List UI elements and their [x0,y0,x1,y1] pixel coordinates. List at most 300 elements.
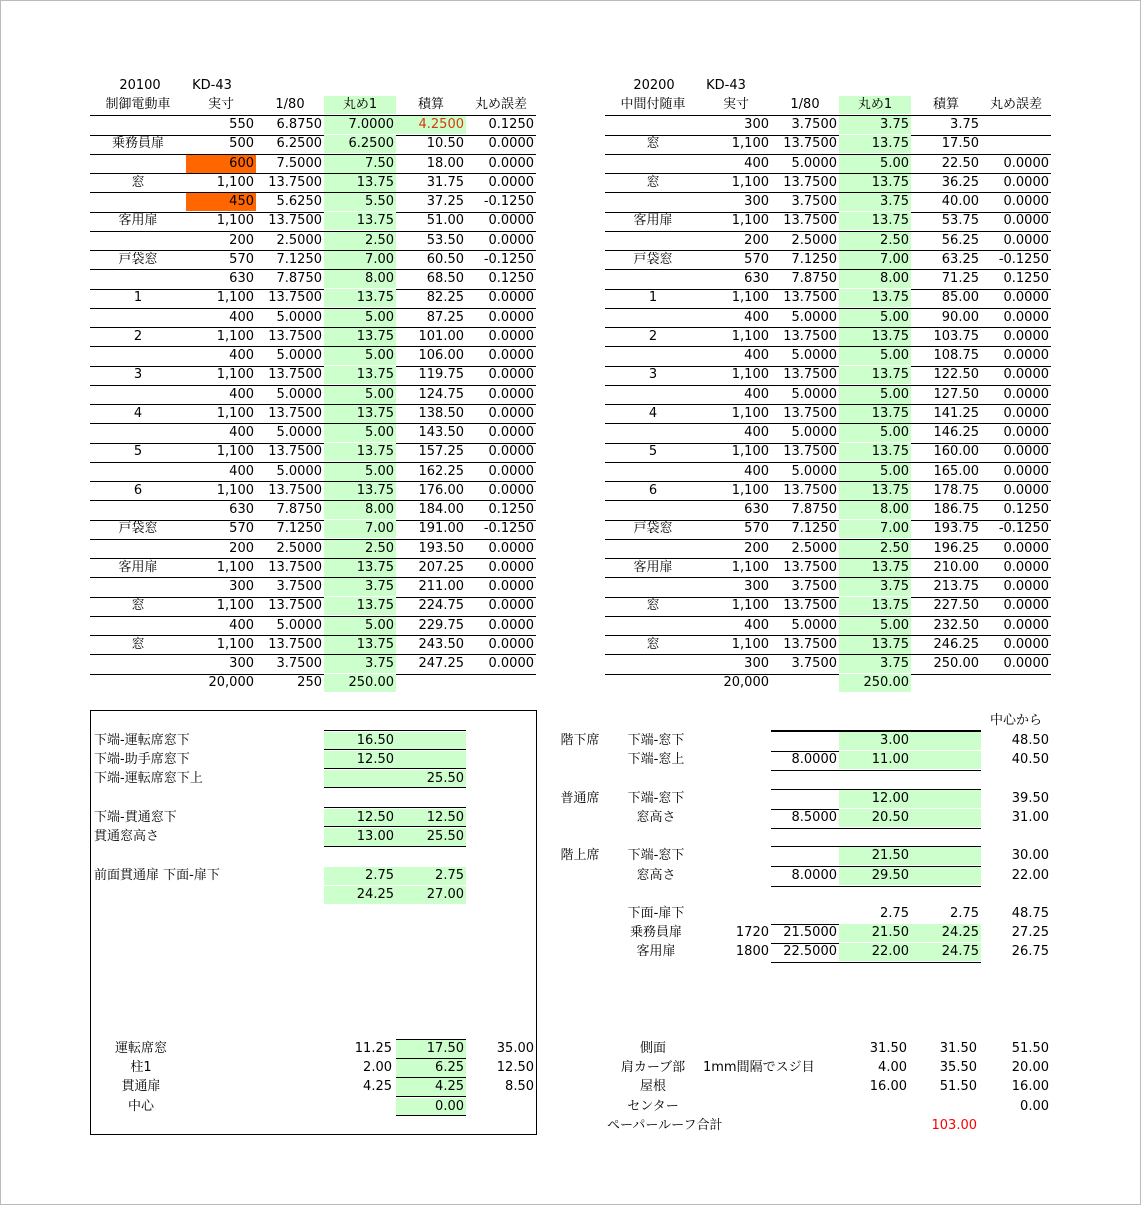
roof-value: 16.00 [869,1079,907,1094]
table-cell: 13.7500 [783,367,837,383]
table-cell: 7.5000 [276,155,322,171]
table-cell: 1,100 [216,482,254,498]
table-cell: 127.50 [933,386,979,402]
table-cell [771,732,839,750]
table-cell: 101.00 [418,328,464,344]
table-cell: 1,100 [731,598,769,614]
table-cell: 3.75 [324,655,396,673]
row-label [605,116,701,134]
table-cell: 0.0000 [488,482,534,498]
table-cell: 8.00 [839,501,911,519]
table-cell: 0.0000 [1003,636,1049,652]
table-cell: 570 [744,251,769,267]
sheet-id: 20200 [633,78,675,93]
table-cell: 13.75 [324,289,396,307]
table-cell: 0.0000 [1003,386,1049,402]
front-value: 2.00 [363,1060,392,1075]
table-cell: 400 [744,386,769,402]
table-cell: 5.00 [839,155,911,173]
table-cell: 224.75 [418,598,464,614]
table-cell: 3.7500 [791,656,837,671]
table-cell: 5.0000 [276,348,322,363]
total-cell: 20,000 [208,675,254,691]
front-value: 4.25 [363,1079,392,1094]
table-cell: 400 [744,425,769,440]
table-cell: 7.1250 [276,251,322,267]
front-value: 27.00 [396,886,466,904]
row-label [605,386,701,404]
table-cell: 2.75 [950,906,979,921]
section-label: 普通席 [560,791,600,806]
sheet-code: KD-43 [192,78,232,93]
roof-value: 51.50 [1011,1041,1049,1056]
row-border [324,749,466,750]
table-cell: 13.7500 [268,598,322,614]
table-cell: 87.25 [426,309,464,325]
row-label: 3 [133,367,143,383]
table-cell: 13.7500 [268,290,322,306]
table-cell: 6.2500 [276,136,322,152]
row-label: 戸袋窓 [633,251,673,267]
table-cell: 20.50 [839,809,911,827]
column-header: 1/80 [275,97,305,112]
row-label: 窓 [131,636,145,652]
table-cell: 0.0000 [1003,482,1049,498]
row-label [90,155,186,173]
row-label [605,540,701,558]
table-cell: 5.50 [324,193,396,211]
table-cell: 0.0000 [488,617,534,633]
table-cell: 5.0000 [791,155,837,171]
row-border [324,768,466,769]
table-cell: 400 [744,617,769,633]
row-label [605,655,701,673]
table-cell: 13.7500 [783,213,837,229]
table-cell: 13.7500 [268,482,322,498]
table-cell: 31.00 [1011,810,1049,825]
table-cell: 2.50 [839,540,911,558]
table-cell [771,847,839,865]
table-cell: 27.25 [1011,925,1049,940]
table-cell: 31.75 [426,174,464,190]
row-border [771,789,981,790]
roof-value [911,1098,979,1116]
table-cell: 3.75 [839,655,911,673]
column-header: 制御電動車 [105,97,171,112]
row-label: 下端-窓下 [627,848,685,863]
table-cell: 1,100 [731,636,769,652]
table-cell: 5.00 [839,617,911,635]
table-cell: 1,100 [731,290,769,306]
table-cell: 7.8750 [276,502,322,517]
table-cell: 400 [229,386,254,402]
table-cell: 400 [744,463,769,479]
table-cell: 500 [229,136,254,152]
table-cell: 1720 [735,925,769,940]
total-cell: 250.00 [324,674,396,692]
front-value [324,770,396,788]
row-border [324,826,466,827]
table-cell: 0.0000 [488,348,534,363]
table-cell: 0.0000 [1003,290,1049,306]
table-cell: 0.0000 [488,155,534,171]
section-label: 階上席 [560,848,600,863]
table-cell: 3.7500 [791,117,837,132]
column-header: 1/80 [790,97,820,112]
column-header: 丸め1 [324,96,396,114]
roof-value: 0.00 [1020,1099,1049,1114]
column-header: 実寸 [207,97,234,112]
table-cell: 8.00 [324,270,396,288]
table-cell: 1,100 [731,559,769,575]
table-cell [911,790,981,808]
table-cell [911,847,981,865]
table-cell: 40.50 [1011,752,1049,767]
front-value: 35.00 [496,1041,534,1056]
table-cell: 13.75 [839,289,911,307]
row-label: 5 [133,444,143,460]
table-cell: 7.00 [324,251,396,269]
table-cell: 1,100 [216,636,254,652]
table-cell: 106.00 [418,348,464,363]
table-cell: 0.0000 [488,309,534,325]
table-cell: 0.0000 [488,540,534,556]
front-value: 12.50 [396,809,466,827]
table-cell: 0.0000 [1003,213,1049,229]
table-cell: 48.75 [1011,906,1049,921]
row-border [771,962,981,963]
table-cell: 0.0000 [1003,444,1049,460]
front-value: 12.50 [324,809,396,827]
row-label [90,578,186,596]
table-cell: 1,100 [216,328,254,344]
table-cell: 0.1250 [1003,502,1049,517]
table-cell [701,847,771,865]
row-label: 4 [133,405,143,421]
table-cell: 157.25 [418,444,464,460]
table-cell: 13.7500 [783,636,837,652]
table-cell: 13.7500 [783,136,837,152]
table-cell: 5.00 [839,347,911,365]
row-label [605,463,701,481]
table-cell: 4.2500 [396,116,466,134]
table-cell: 13.75 [839,443,911,461]
table-cell: 3.75 [324,578,396,596]
table-cell: 7.00 [324,520,396,538]
table-cell: 300 [744,656,769,671]
table-cell: 0.1250 [488,502,534,517]
table-cell: 184.00 [418,502,464,517]
row-label: 窓 [646,174,660,190]
table-cell: 200 [229,232,254,248]
front-label: 柱1 [130,1060,152,1075]
row-border [396,1039,466,1040]
table-cell: 400 [229,617,254,633]
row-label: 窓 [131,598,145,614]
table-cell: 1,100 [731,136,769,152]
table-cell [701,809,771,827]
table-cell: 400 [744,348,769,363]
table-cell: 141.25 [933,405,979,421]
row-label: 客用扉 [633,559,673,575]
table-cell: 90.00 [941,309,979,325]
table-cell: 36.25 [941,174,979,190]
front-value: 4.25 [396,1078,466,1096]
table-cell: 2.50 [324,232,396,250]
row-label [90,347,186,365]
table-cell: 0.0000 [488,559,534,575]
row-label: 戸袋窓 [633,521,673,537]
table-cell: 0.0000 [488,425,534,440]
table-cell: 6.2500 [324,135,396,153]
front-value [396,732,466,750]
total-cell: 20,000 [723,675,769,691]
front-label: 貫通扉 [121,1079,161,1094]
row-label [605,309,701,327]
table-cell: 630 [229,502,254,517]
total-cell: 250 [297,675,322,691]
table-cell: 5.00 [324,309,396,327]
table-cell: 200 [744,232,769,248]
row-border [324,846,466,847]
table-cell: 1,100 [216,405,254,421]
table-cell: 0.0000 [1003,367,1049,383]
front-label: 下端-貫通窓下 [94,810,177,825]
table-cell: 13.7500 [783,444,837,460]
front-value: 17.50 [396,1040,466,1058]
roof-total-value: 103.00 [931,1118,977,1133]
table-cell: 11.00 [839,751,911,769]
table-cell: 0.0000 [488,136,534,152]
table-cell: 13.7500 [268,559,322,575]
table-cell: 600 [186,155,256,173]
table-cell: 2.5000 [276,232,322,248]
row-border [605,674,1051,675]
table-cell [701,867,771,885]
table-cell: 400 [229,309,254,325]
row-label: 戸袋窓 [118,251,158,267]
table-cell: 13.75 [839,405,911,423]
table-cell: 13.7500 [268,328,322,344]
table-cell: 17.50 [941,136,979,152]
table-cell: 146.25 [933,425,979,440]
row-label [605,193,701,211]
roof-value [839,1098,909,1116]
table-cell: 7.1250 [276,521,322,537]
table-cell: 3.7500 [791,194,837,209]
roof-value: 4.00 [878,1060,907,1075]
table-cell: 0.0000 [1003,309,1049,325]
front-label: 前面貫通扉 下面-扉下 [94,868,220,883]
table-cell: 5.0000 [791,348,837,363]
row-label: 乗務員扉 [629,925,682,940]
table-cell: -0.1250 [483,521,534,537]
table-cell: 56.25 [941,232,979,248]
table-cell: 0.0000 [488,405,534,421]
table-cell: 1,100 [216,367,254,383]
table-cell: 13.75 [839,597,911,615]
table-cell: 5.00 [324,463,396,481]
table-cell: 13.75 [839,212,911,230]
table-cell: 13.7500 [268,367,322,383]
table-cell: 1,100 [216,559,254,575]
column-header: 実寸 [722,97,749,112]
table-cell: 1,100 [731,328,769,344]
table-cell: 5.0000 [791,309,837,325]
table-cell [701,732,771,750]
row-label [90,463,186,481]
table-cell: 1,100 [731,405,769,421]
table-cell: 5.00 [839,386,911,404]
row-label [90,424,186,442]
roof-label: 側面 [639,1041,666,1056]
table-cell: 5.00 [324,347,396,365]
table-cell: -0.1250 [483,194,534,209]
table-cell: 200 [229,540,254,556]
table-cell: 10.50 [426,136,464,152]
table-cell: 5.0000 [276,617,322,633]
table-cell: 21.50 [839,924,911,942]
table-cell: 22.5000 [783,944,837,959]
table-cell [911,809,981,827]
table-cell: 0.1250 [488,271,534,286]
row-label: 窓高さ [636,868,676,883]
row-label [605,232,701,250]
table-cell: 0.0000 [1003,559,1049,575]
table-cell: 450 [186,193,256,211]
table-cell: 13.75 [324,405,396,423]
table-cell: 0.0000 [1003,540,1049,556]
column-header: 丸め1 [839,96,911,114]
row-label [90,116,186,134]
column-header: 丸め誤差 [474,97,527,112]
table-cell: 22.00 [839,943,911,961]
table-cell: 186.75 [933,502,979,517]
row-border [396,1115,466,1116]
table-cell: 2.5000 [276,540,322,556]
front-value: 16.50 [324,732,396,750]
table-cell: 5.00 [839,463,911,481]
table-cell: 162.25 [418,463,464,479]
table-cell: 1,100 [216,598,254,614]
table-cell: 5.0000 [791,617,837,633]
table-cell: 0.0000 [1003,617,1049,633]
table-cell: 0.0000 [488,463,534,479]
row-border [771,846,981,847]
table-cell: 7.1250 [791,521,837,537]
table-cell: 2.5000 [791,232,837,248]
table-cell: 196.25 [933,540,979,556]
row-label [90,540,186,558]
row-label: 客用扉 [633,213,673,229]
table-cell: 232.50 [933,617,979,633]
row-label [605,270,701,288]
table-cell: 13.7500 [268,636,322,652]
table-cell: 210.00 [933,559,979,575]
table-cell: 0.0000 [1003,405,1049,421]
roof-label: センター [627,1099,679,1114]
table-cell: 13.7500 [783,328,837,344]
table-cell: 1,100 [216,290,254,306]
table-cell: 13.7500 [268,174,322,190]
table-cell: 0.0000 [488,579,534,594]
front-value [396,751,466,769]
row-border [771,828,981,829]
roof-total-label: ペーパールーフ合計 [607,1118,723,1133]
column-header: 積算 [417,97,444,112]
table-cell: 0.0000 [488,598,534,614]
table-cell: 1,100 [216,213,254,229]
row-label: 下端-窓上 [627,752,685,767]
table-cell: 3.75 [839,116,911,134]
table-cell: 40.00 [941,194,979,209]
table-cell: 13.75 [324,212,396,230]
table-cell: 122.50 [933,367,979,383]
front-value: 6.25 [396,1059,466,1077]
table-cell: 7.8750 [791,271,837,286]
row-label: 下面-扉下 [627,906,685,921]
row-label [90,655,186,673]
section-label: 階下席 [560,733,600,748]
front-label: 下端-運転席窓下上 [94,771,203,786]
row-label: 2 [648,328,658,344]
row-border [771,731,981,732]
table-cell: 3.75 [839,193,911,211]
front-value: 25.50 [396,770,466,788]
table-cell: 108.75 [933,348,979,363]
table-cell: 0.0000 [488,174,534,190]
table-cell: 0.0000 [488,636,534,652]
table-cell: 1800 [735,944,769,959]
table-cell: 570 [229,521,254,537]
table-cell: -0.1250 [483,251,534,267]
table-cell: 247.25 [418,656,464,671]
table-cell: 5.0000 [791,386,837,402]
sheet-code: KD-43 [706,78,746,93]
front-value: 12.50 [496,1060,534,1075]
row-label: 窓 [646,136,660,152]
front-value: 8.50 [505,1079,534,1094]
table-cell: 53.75 [941,213,979,229]
front-value [324,1098,394,1116]
table-cell: 12.00 [839,790,911,808]
table-cell: 13.75 [324,559,396,577]
table-cell: 207.25 [418,559,464,575]
table-cell: 0.1250 [488,117,534,132]
table-cell: 13.7500 [783,174,837,190]
table-cell: 0.0000 [488,213,534,229]
front-value: 13.00 [324,828,396,846]
table-cell: 13.75 [324,443,396,461]
table-cell: 213.75 [933,579,979,594]
table-cell: 13.7500 [783,290,837,306]
row-label [90,386,186,404]
table-cell [771,905,839,923]
table-cell: 8.0000 [791,868,837,883]
table-cell [701,751,771,769]
table-cell: 21.5000 [783,925,837,940]
row-label [90,232,186,250]
table-cell: 13.7500 [783,405,837,421]
table-cell: 124.75 [418,386,464,402]
table-cell: 200 [744,540,769,556]
table-cell: 400 [744,155,769,171]
table-cell: 630 [744,502,769,517]
table-cell: 13.75 [324,366,396,384]
table-cell: 3.00 [839,732,911,750]
table-cell: -0.1250 [998,251,1049,267]
table-cell: 0.0000 [488,367,534,383]
